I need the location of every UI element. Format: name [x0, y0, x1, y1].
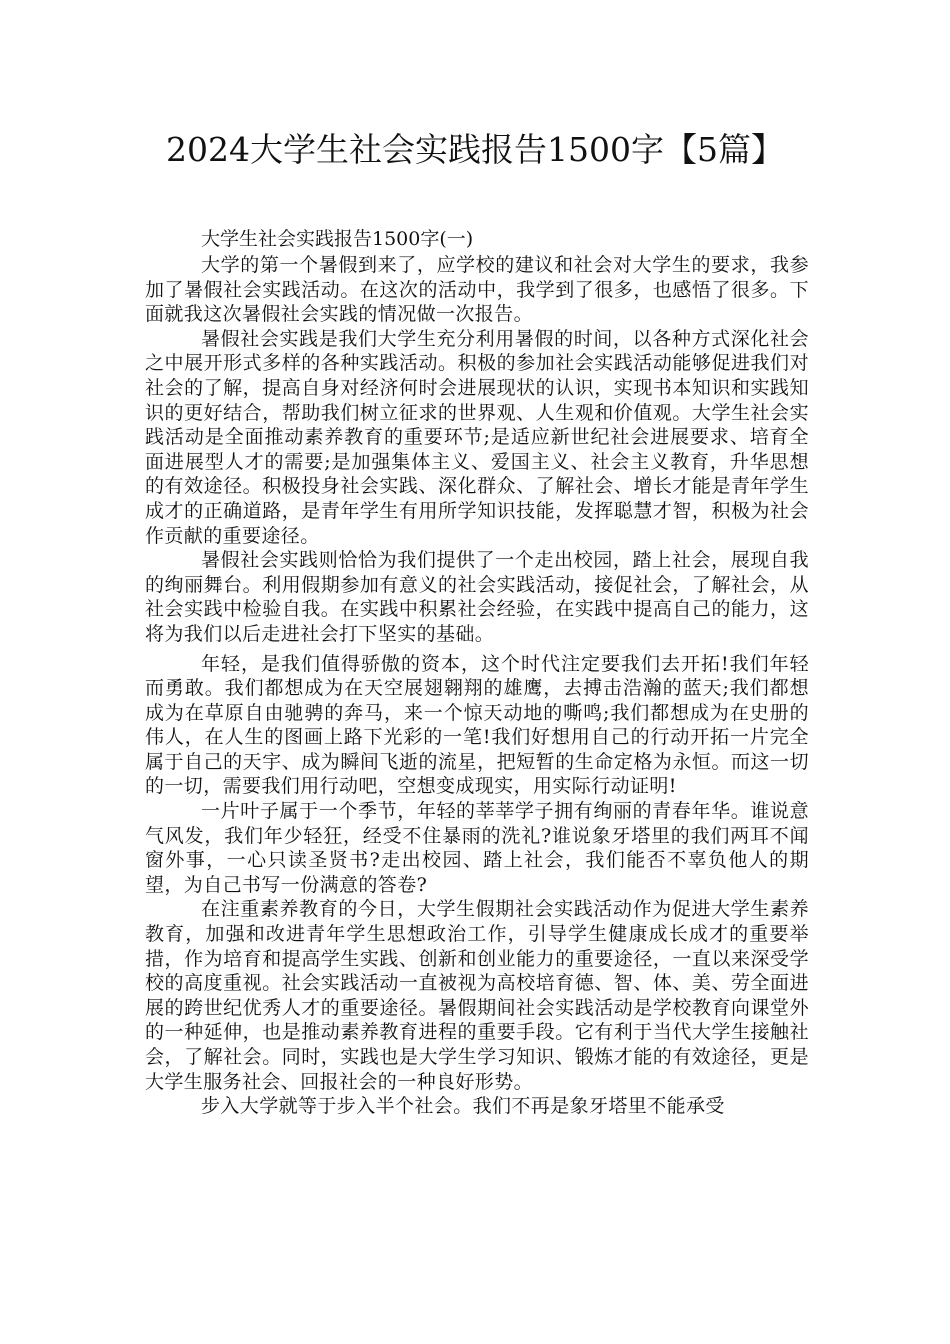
paragraph-7: 步入大学就等于步入半个社会。我们不再是象牙塔里不能承受 — [201, 1095, 725, 1118]
paragraph-6: 在注重素养教育的今日，大学生假期社会实践活动作为促进大学生素养教育，加强和改进青年学生思想政治工作，引导学生健康成长成才的重要举措，作为培育和提高学生实践、创新和创业能力的重要途径，一直以来深受学校的高度重视。社会实践活动一直被视为高校培育德、智、体、美、劳全面进展的跨世纪优秀人才的重要途径。暑假期间社会实践活动是学校教育向课堂外的一种延伸，也是推动素养教育进程的重要手段。它有利于当代大学生接触社会，了解社会。同时，实践也是大学生学习知识、锻炼才能的有效途径，更是大学生服务社会、回报社会的一种良好形势。 — [145, 898, 809, 1093]
document-body — [145, 226, 809, 1119]
paragraph-5: 一片叶子属于一个季节，年轻的莘莘学子拥有绚丽的青春年华。谁说意气风发，我们年少轻狂，经受不住暴雨的洗礼?谁说象牙塔里的我们两耳不闻窗外事，一心只读圣贤书?走出校园、踏上社会，我们能否不辜负他人的期望，为自己书写一份满意的答卷? — [145, 800, 809, 896]
paragraph-2: 暑假社会实践是我们大学生充分利用暑假的时间，以各种方式深化社会之中展开形式多样的各种实践活动。积极的参加社会实践活动能够促进我们对社会的了解，提高自身对经济何时会进展现状的认识，实现书本知识和实践知识的更好结合，帮助我们树立征求的世界观、人生观和价值观。大学生社会实践活动是全面推动素养教育的重要环节;是适应新世纪社会进展要求、培育全面进展型人才的需要;是加强集体主义、爱国主义、社会主义教育，升华思想的有效途径。积极投身社会实践、深化群众、了解社会、增长才能是青年学生成才的正确道路，是青年学生有用所学知识技能，发挥聪慧才智，积极为社会作贡献的重要途径。 — [145, 327, 809, 547]
paragraph-4: 年轻，是我们值得骄傲的资本，这个时代注定要我们去开拓!我们年轻而勇敢。我们都想成为在天空展翅翱翔的雄鹰，去搏击浩瀚的蓝天;我们都想成为在草原自由驰骋的奔马，来一个惊天动地的嘶鸣;我们都想成为在史册的伟人，在人生的图画上路下光彩的一笔!我们好想用自己的行动开拓一片完全属于自己的天宇、成为瞬间飞逝的流星，把短暂的生命定格为永恒。而这一切的一切，需要我们用行动吧，空想变成现实，用实际行动证明! — [145, 652, 809, 798]
paragraph-1: 大学的第一个暑假到来了，应学校的建议和社会对大学生的要求，我参加了暑假社会实践活动。在这次的活动中，我学到了很多，也感悟了很多。下面就我这次暑假社会实践的情况做一次报告。 — [145, 254, 809, 326]
section-title: 大学生社会实践报告1500字(一) — [201, 228, 474, 250]
paragraph-3: 暑假社会实践则恰恰为我们提供了一个走出校园，踏上社会，展现自我的绚丽舞台。利用假期参加有意义的社会实践活动，接促社会，了解社会，从社会实践中检验自我。在实践中积累社会经验，在实践中提高自己的能力，这将为我们以后走进社会打下坚实的基础。 — [145, 549, 809, 645]
document-title: 2024大学生社会实践报告1500字【5篇】 — [166, 130, 784, 169]
